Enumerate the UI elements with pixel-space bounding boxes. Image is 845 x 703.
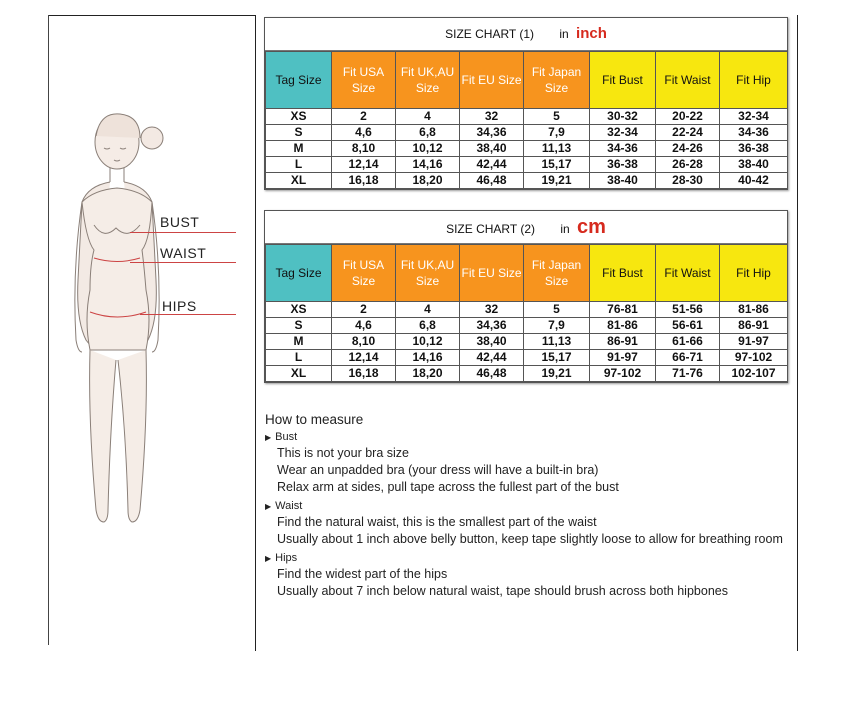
table-cell: 4 bbox=[396, 302, 460, 318]
table-cell: S bbox=[266, 125, 332, 141]
measure-section-title bbox=[265, 500, 805, 512]
table-cell: 19,21 bbox=[524, 173, 590, 189]
hips-label: HIPS bbox=[162, 298, 197, 314]
column-header: Fit Hip bbox=[720, 52, 788, 109]
measure-instruction-line: Find the widest part of the hips bbox=[277, 567, 448, 581]
column-header: Fit USA Size bbox=[332, 52, 396, 109]
measure-instruction-line: Usually about 1 inch above belly button, keep tape slightly loose to allow for breathing room bbox=[277, 532, 783, 546]
measure-instruction-line: Relax arm at sides, pull tape across the fullest part of the bust bbox=[277, 480, 619, 494]
column-header: Fit EU Size bbox=[460, 52, 524, 109]
table-row bbox=[266, 302, 788, 318]
table-cell: 38,40 bbox=[460, 334, 524, 350]
table-cell: 71-76 bbox=[656, 366, 720, 382]
table-cell: 32 bbox=[460, 109, 524, 125]
table-row bbox=[266, 109, 788, 125]
table-cell: 46,48 bbox=[460, 366, 524, 382]
table-cell: 16,18 bbox=[332, 173, 396, 189]
table-cell: 20-22 bbox=[656, 109, 720, 125]
table-cell: 36-38 bbox=[590, 157, 656, 173]
table-cell: 97-102 bbox=[720, 350, 788, 366]
measure-instruction-line: Usually about 7 inch below natural waist, tape should brush across both hipbones bbox=[277, 584, 728, 598]
chart-title bbox=[265, 18, 787, 51]
table-cell: 86-91 bbox=[720, 318, 788, 334]
table-cell: 15,17 bbox=[524, 157, 590, 173]
size-chart-cm bbox=[264, 210, 788, 383]
table-cell: M bbox=[266, 141, 332, 157]
table-cell: 34-36 bbox=[590, 141, 656, 157]
column-header: Fit Waist bbox=[656, 245, 720, 302]
measure-instruction-line: Wear an unpadded bra (your dress will have a built-in bra) bbox=[277, 463, 599, 477]
table-cell: 34-36 bbox=[720, 125, 788, 141]
table-cell: 5 bbox=[524, 302, 590, 318]
table-cell: XS bbox=[266, 302, 332, 318]
table-cell: 46,48 bbox=[460, 173, 524, 189]
table-cell: 5 bbox=[524, 109, 590, 125]
table-row bbox=[266, 366, 788, 382]
table-cell: XS bbox=[266, 109, 332, 125]
column-header: Fit EU Size bbox=[460, 245, 524, 302]
measure-section-title bbox=[265, 431, 805, 443]
table-row bbox=[266, 157, 788, 173]
chart-title bbox=[265, 211, 787, 244]
size-chart-inch bbox=[264, 17, 788, 190]
table-cell: XL bbox=[266, 366, 332, 382]
table-cell: 8,10 bbox=[332, 334, 396, 350]
table-row bbox=[266, 350, 788, 366]
column-header: Fit USA Size bbox=[332, 245, 396, 302]
measure-section-label: Hips bbox=[275, 552, 298, 564]
column-header: Fit Bust bbox=[590, 245, 656, 302]
table-cell: 10,12 bbox=[396, 141, 460, 157]
table-cell: M bbox=[266, 334, 332, 350]
chart-title-text: SIZE CHART (2) bbox=[446, 222, 535, 236]
column-header: Fit Hip bbox=[720, 245, 788, 302]
bust-pointer-line bbox=[130, 232, 236, 233]
table-cell: 14,16 bbox=[396, 350, 460, 366]
chart-unit-prefix: in bbox=[560, 222, 570, 236]
column-header: Fit UK,AU Size bbox=[396, 245, 460, 302]
table-cell: 81-86 bbox=[590, 318, 656, 334]
table-cell: 8,10 bbox=[332, 141, 396, 157]
table-cell: L bbox=[266, 350, 332, 366]
table-cell: 16,18 bbox=[332, 366, 396, 382]
frame-divider-line bbox=[255, 15, 256, 651]
table-cell: 10,12 bbox=[396, 334, 460, 350]
table-cell: 56-61 bbox=[656, 318, 720, 334]
table-cell: 2 bbox=[332, 109, 396, 125]
measure-instruction-line: Find the natural waist, this is the smallest part of the waist bbox=[277, 515, 597, 529]
waist-label: WAIST bbox=[160, 245, 207, 261]
table-cell: 36-38 bbox=[720, 141, 788, 157]
frame-top-line bbox=[48, 15, 256, 16]
table-cell: 22-24 bbox=[656, 125, 720, 141]
chart-title-text: SIZE CHART (1) bbox=[445, 27, 535, 41]
table-cell: 76-81 bbox=[590, 302, 656, 318]
table-cell: 7,9 bbox=[524, 318, 590, 334]
table-cell: 30-32 bbox=[590, 109, 656, 125]
table-cell: 32 bbox=[460, 302, 524, 318]
chart-unit: inch bbox=[576, 25, 607, 42]
table-cell: XL bbox=[266, 173, 332, 189]
table-cell: 19,21 bbox=[524, 366, 590, 382]
table-cell: 34,36 bbox=[460, 125, 524, 141]
table-cell: 61-66 bbox=[656, 334, 720, 350]
table-cell: 11,13 bbox=[524, 334, 590, 350]
body-figure-illustration bbox=[60, 90, 250, 540]
table-cell: 4,6 bbox=[332, 318, 396, 334]
table-cell: 51-56 bbox=[656, 302, 720, 318]
table-cell: 34,36 bbox=[460, 318, 524, 334]
table-cell: 40-42 bbox=[720, 173, 788, 189]
column-header: Fit Waist bbox=[656, 52, 720, 109]
table-cell: 2 bbox=[332, 302, 396, 318]
table-cell: 24-26 bbox=[656, 141, 720, 157]
triangle-bullet-icon: ▶ bbox=[265, 433, 272, 442]
table-cell: 91-97 bbox=[720, 334, 788, 350]
chart-unit: cm bbox=[577, 216, 606, 238]
table-cell: 14,16 bbox=[396, 157, 460, 173]
table-cell: 7,9 bbox=[524, 125, 590, 141]
table-cell: 32-34 bbox=[720, 109, 788, 125]
table-cell: 102-107 bbox=[720, 366, 788, 382]
table-cell: 6,8 bbox=[396, 125, 460, 141]
table-row bbox=[266, 318, 788, 334]
chart-unit-prefix: in bbox=[559, 27, 569, 41]
column-header: Fit Japan Size bbox=[524, 245, 590, 302]
table-cell: 38-40 bbox=[720, 157, 788, 173]
table-cell: 42,44 bbox=[460, 157, 524, 173]
table-cell: 32-34 bbox=[590, 125, 656, 141]
table-cell: 66-71 bbox=[656, 350, 720, 366]
table-cell: 81-86 bbox=[720, 302, 788, 318]
column-header: Tag Size bbox=[266, 245, 332, 302]
how-to-measure-heading: How to measure bbox=[265, 412, 364, 427]
table-cell: 38-40 bbox=[590, 173, 656, 189]
measure-section-label: Bust bbox=[275, 431, 298, 443]
column-header: Fit Japan Size bbox=[524, 52, 590, 109]
table-cell: L bbox=[266, 157, 332, 173]
measure-instruction-line: This is not your bra size bbox=[277, 446, 409, 460]
table-cell: 18,20 bbox=[396, 173, 460, 189]
table-cell: 4 bbox=[396, 109, 460, 125]
size-table bbox=[265, 51, 788, 189]
table-cell: 18,20 bbox=[396, 366, 460, 382]
table-cell: 12,14 bbox=[332, 157, 396, 173]
column-header: Fit Bust bbox=[590, 52, 656, 109]
waist-pointer-line bbox=[130, 262, 236, 263]
table-cell: 91-97 bbox=[590, 350, 656, 366]
measure-section-title bbox=[265, 552, 805, 564]
size-table bbox=[265, 244, 788, 382]
table-cell: 42,44 bbox=[460, 350, 524, 366]
table-row bbox=[266, 173, 788, 189]
table-cell: S bbox=[266, 318, 332, 334]
body-silhouette-icon bbox=[60, 90, 250, 540]
table-cell: 28-30 bbox=[656, 173, 720, 189]
table-cell: 11,13 bbox=[524, 141, 590, 157]
table-cell: 6,8 bbox=[396, 318, 460, 334]
table-row bbox=[266, 125, 788, 141]
how-to-measure-section bbox=[265, 412, 805, 600]
table-cell: 97-102 bbox=[590, 366, 656, 382]
triangle-bullet-icon: ▶ bbox=[265, 502, 272, 511]
column-header: Tag Size bbox=[266, 52, 332, 109]
column-header: Fit UK,AU Size bbox=[396, 52, 460, 109]
table-cell: 26-28 bbox=[656, 157, 720, 173]
frame-left-line bbox=[48, 15, 49, 645]
table-cell: 15,17 bbox=[524, 350, 590, 366]
bust-label: BUST bbox=[160, 214, 200, 230]
table-cell: 4,6 bbox=[332, 125, 396, 141]
table-cell: 86-91 bbox=[590, 334, 656, 350]
hips-pointer-line bbox=[140, 314, 236, 315]
table-cell: 12,14 bbox=[332, 350, 396, 366]
measure-section-label: Waist bbox=[275, 500, 303, 512]
table-row bbox=[266, 334, 788, 350]
triangle-bullet-icon: ▶ bbox=[265, 554, 272, 563]
table-cell: 38,40 bbox=[460, 141, 524, 157]
table-row bbox=[266, 141, 788, 157]
